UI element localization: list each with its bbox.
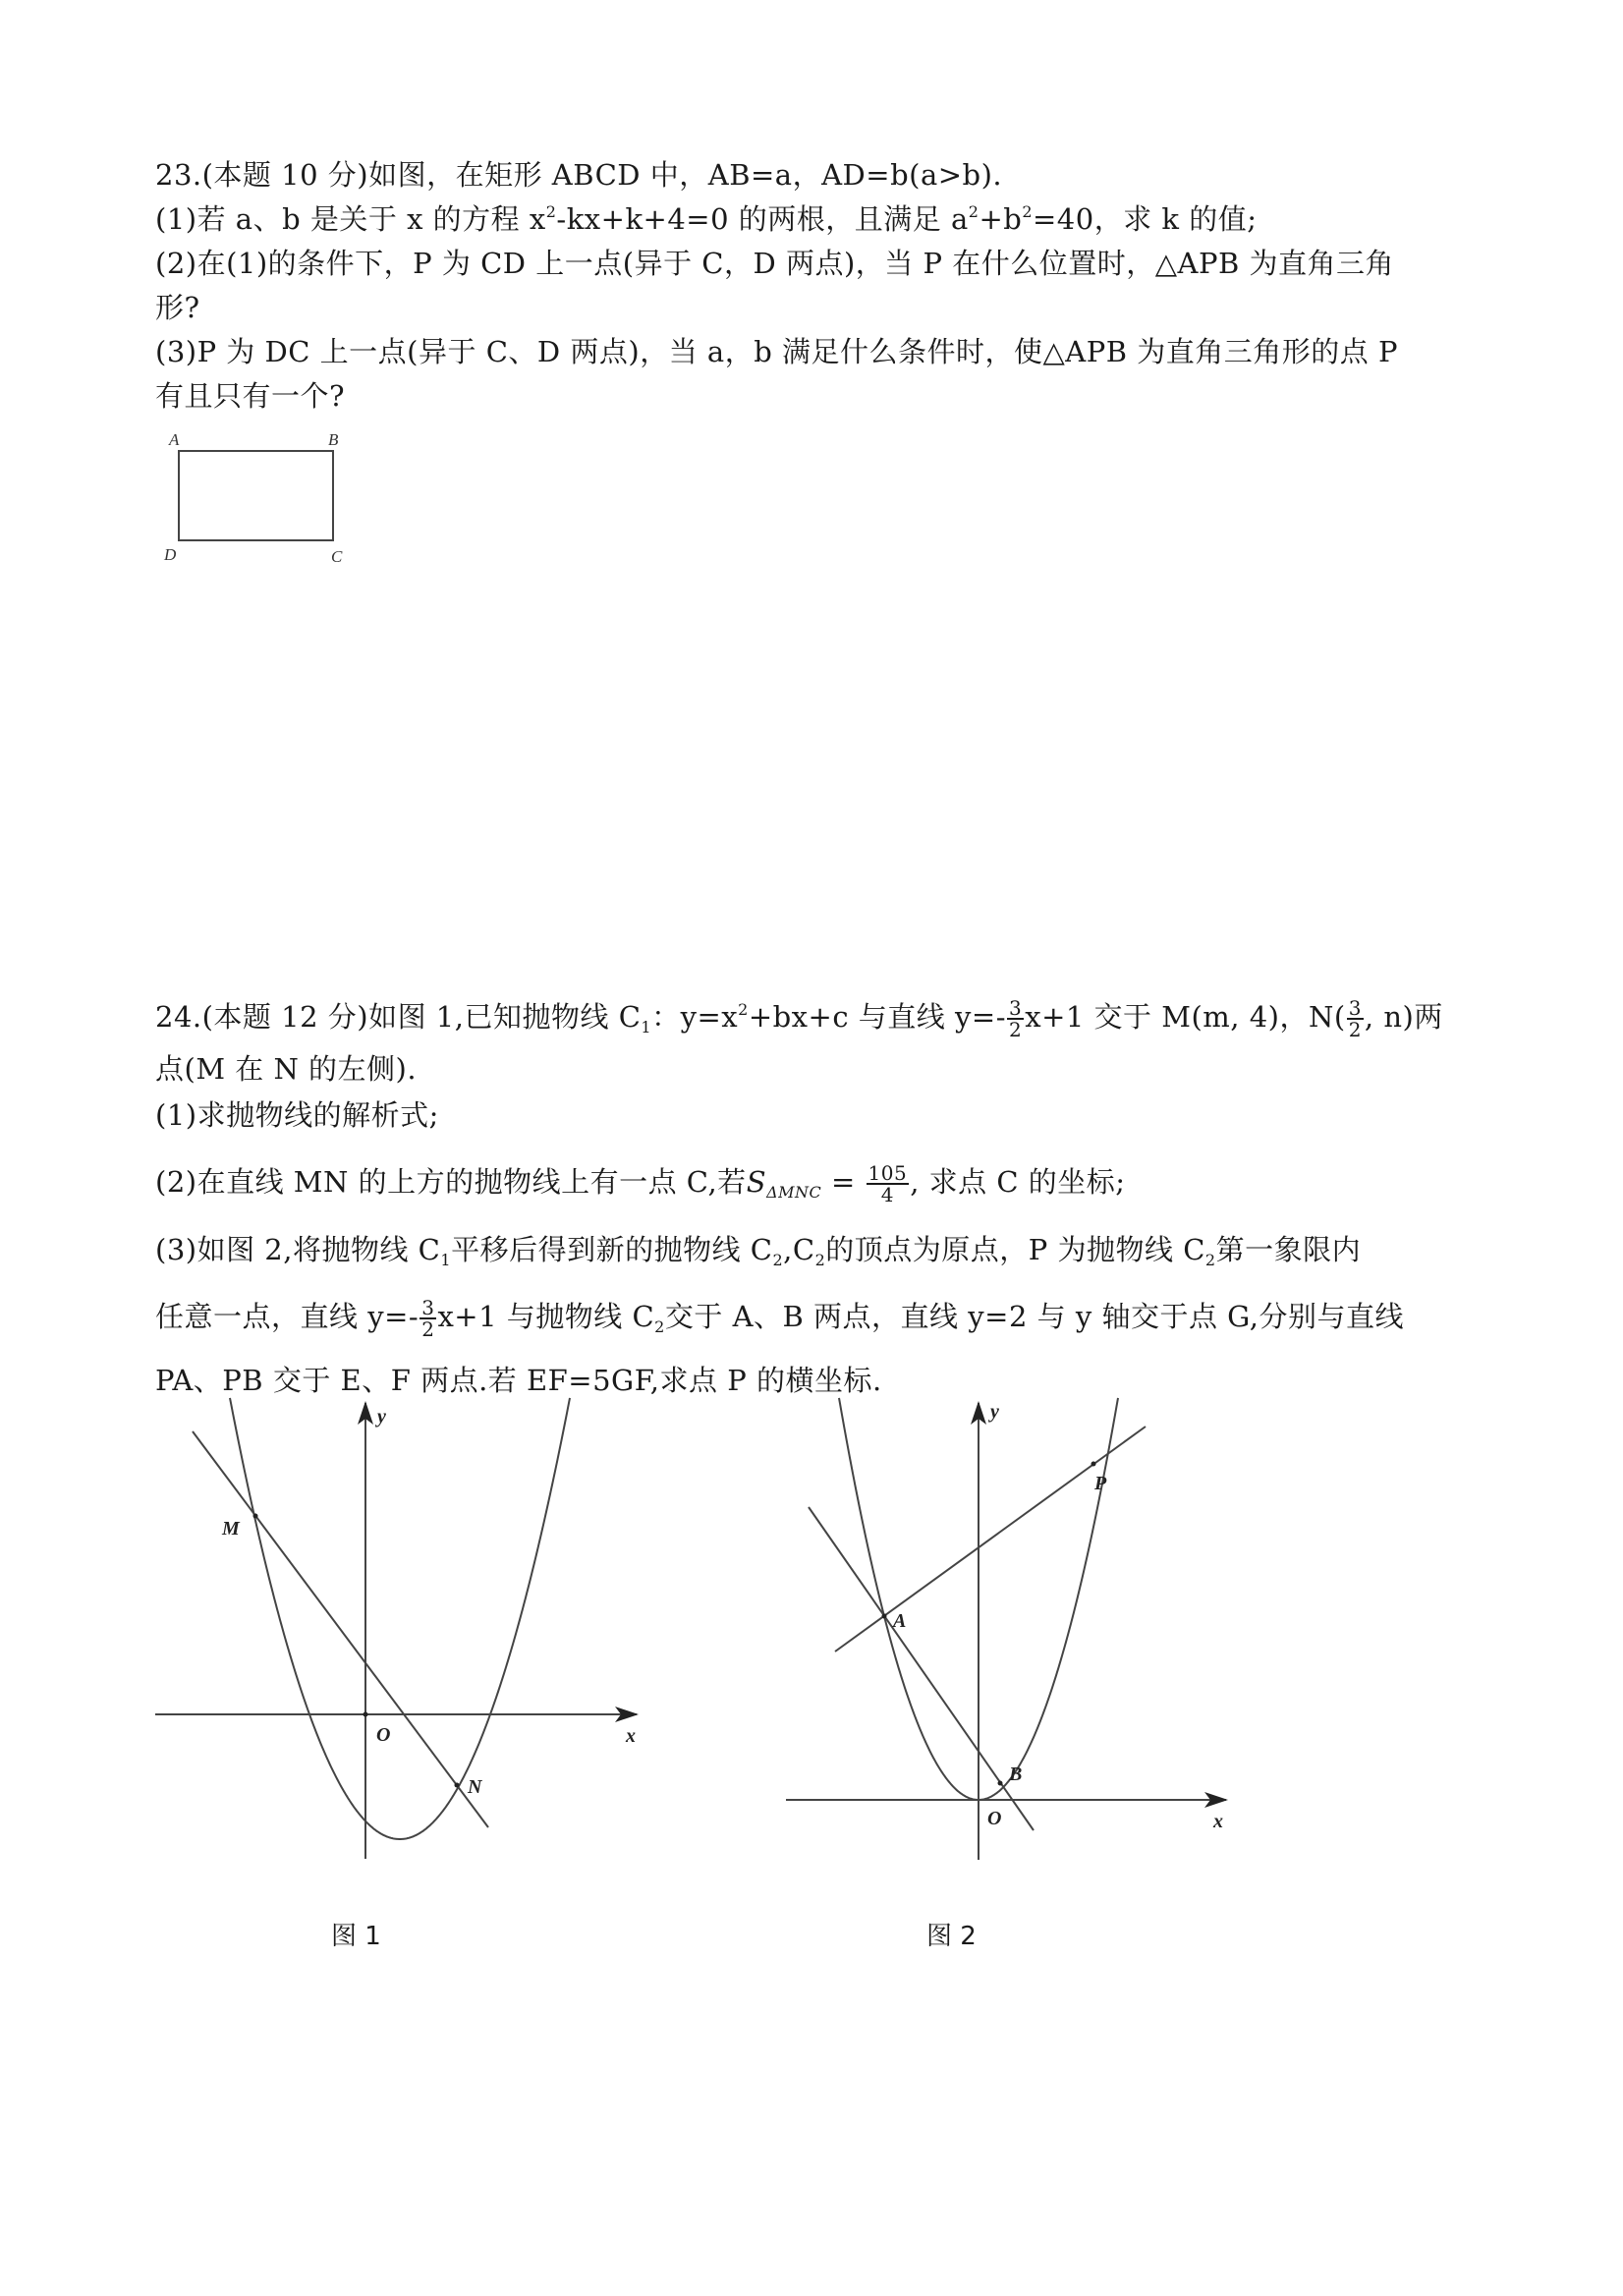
frac-num: 105 [867,1161,908,1185]
fig1-caption: 图 1 [331,1922,381,1951]
q24-p3-a: (3)如图 2,将抛物线 C [155,1233,441,1266]
q24-part1: (1)求抛物线的解析式; [155,1098,439,1132]
q24-part3-line3: PA、PB 交于 E、F 两点.若 EF=5GF,求点 P 的横坐标. [155,1364,882,1397]
area-subscript: ΔMNC [766,1183,822,1202]
sub: 2 [654,1317,665,1336]
frac-den: 2 [421,1317,435,1341]
point-o1 [364,1712,368,1717]
q24-p3-b: 平移后得到新的抛物线 C [451,1233,773,1266]
q23-part1-text-d: =40，求 k 的值; [1033,202,1258,236]
q23-part3-line1: (3)P 为 DC 上一点(异于 C、D 两点)，当 a，b 满足什么条件时，使△APB 为直角三角形的点 P [155,335,1398,368]
q24-line1 [155,997,1443,1039]
fig1-label-y: y [377,1406,386,1428]
sub: 2 [814,1251,826,1269]
q24-p3-d: 的顶点为原点，P 为抛物线 C [825,1233,1205,1266]
q24-part3-line1 [155,1230,1361,1269]
q24-p2-a: (2)在直线 MN 的上方的抛物线上有一点 C,若 [155,1165,747,1199]
point-n [455,1783,460,1788]
sub: 2 [1204,1251,1216,1269]
sub: 2 [772,1251,784,1269]
q24-l1-e: , n)两 [1364,1000,1443,1034]
rectangle-abcd [179,451,333,540]
q23-part3-line2: 有且只有一个? [155,379,346,413]
q23-part1-sup: 2 [545,202,557,221]
q24-l1-d: x+1 交于 M(m, 4)，N( [1025,1000,1346,1034]
frac-num: 3 [421,1296,435,1319]
line-ap [835,1427,1146,1652]
fig1-label-n: N [468,1776,482,1798]
sub: 1 [440,1251,452,1269]
q24-line2: 点(M 在 N 的左侧). [155,1052,418,1086]
q24-p3l2-c: 交于 A、B 两点，直线 y=2 与 y 轴交于点 G,分别与直线 [664,1300,1405,1333]
fig2-caption: 图 2 [926,1922,977,1951]
q24-p3l2-a: 任意一点，直线 y=- [155,1300,420,1333]
q23-part1-text-c: +b [979,202,1023,236]
parabola-c1 [230,1398,570,1839]
q24-l1-sub: 1 [641,1018,652,1036]
parabola-c2 [839,1398,1118,1800]
fig2-label-o: O [987,1808,1002,1829]
frac-num: 3 [1009,996,1023,1020]
q24-p3-fraction [420,1298,436,1339]
q24-l1-fraction2 [1347,998,1364,1039]
q24-l1-sup: 2 [738,1000,749,1019]
figure-2 [786,1398,1226,1860]
q24-l1-c: +bx+c 与直线 y=- [748,1000,1006,1034]
fig2-label-a: A [893,1610,907,1632]
frac-den: 2 [1009,1018,1023,1041]
q23-part1-text-a: (1)若 a、b 是关于 x 的方程 x [155,202,546,236]
q24-l1-b: ：y=x [651,1000,739,1034]
q24-l1-fraction [1007,998,1024,1039]
q24-p2-eq: = [821,1165,866,1199]
q24-p3l2-b: x+1 与抛物线 C [437,1300,655,1333]
line-ab [809,1507,1034,1830]
point-p [1091,1462,1096,1467]
q23-part1-sup2: 2 [968,202,979,221]
line-mn [193,1431,488,1827]
frac-num: 3 [1348,996,1362,1020]
figure-1 [155,1398,637,1859]
frac-den: 2 [1348,1018,1362,1041]
q24-part3-line2 [155,1297,1404,1339]
fig2-label-y: y [990,1401,999,1423]
label-a: A [169,430,180,449]
label-b: B [328,430,339,449]
q23-part2-line2: 形? [155,291,200,324]
q24-part2 [155,1162,1126,1204]
q23-part1-text-b: -kx+k+4=0 的两根，且满足 a [556,202,969,236]
q23-part1-sup3: 2 [1022,202,1033,221]
q23-header: 23.(本题 10 分)如图，在矩形 ABCD 中，AB=a，AD=b(a>b). [155,158,1003,192]
fig2-label-x: x [1213,1811,1223,1832]
fig2-label-b: B [1009,1764,1023,1785]
point-b [998,1781,1003,1786]
q24-p3-e: 第一象限内 [1215,1233,1362,1266]
q24-p3-c: ,C [783,1233,815,1266]
fig2-label-p: P [1094,1473,1107,1494]
q24-p2-fraction [867,1163,910,1204]
q24-l1-a: 24.(本题 12 分)如图 1,已知抛物线 C [155,1000,642,1034]
frac-den: 4 [880,1183,894,1206]
area-symbol: S [746,1165,767,1199]
q23-part2-line1: (2)在(1)的条件下，P 为 CD 上一点(异于 C，D 两点)，当 P 在什么位置时，△APB 为直角三角 [155,247,1395,280]
fig1-label-o: O [376,1724,391,1746]
point-m [253,1514,258,1519]
label-c: C [331,547,343,566]
fig1-label-x: x [626,1725,636,1747]
q23-part1 [155,199,1257,239]
fig1-label-m: M [222,1518,240,1540]
q24-p2-b: , 求点 C 的坐标; [910,1165,1126,1199]
point-a [882,1614,887,1619]
label-d: D [164,545,177,564]
